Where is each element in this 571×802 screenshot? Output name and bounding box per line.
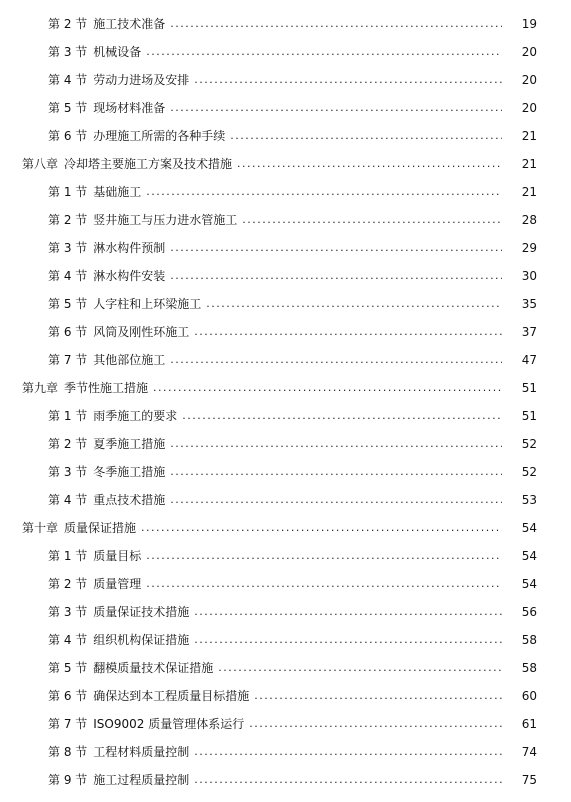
toc-entry-label [48, 269, 167, 283]
toc-entry-label [48, 297, 203, 311]
toc-dot-leader [146, 185, 502, 199]
toc-dot-leader [194, 773, 502, 787]
toc-page-number: 51 [521, 409, 537, 423]
toc-entry-label [22, 381, 150, 395]
toc-dot-leader [170, 241, 502, 255]
toc-entry-title: 工程材料质量控制 [93, 745, 190, 759]
toc-dot-leader [237, 157, 502, 171]
toc-entry-number: 第 4 节 [48, 73, 88, 87]
toc-page-number: 74 [521, 745, 537, 759]
toc-page-number: 21 [521, 185, 537, 199]
toc-page-number: 51 [521, 381, 537, 395]
toc-entry-title: 翻模质量技术保证措施 [93, 661, 214, 675]
toc-dot-leader [249, 717, 502, 731]
toc-section-entry[interactable] [0, 710, 571, 738]
toc-entry-title: 淋水构件预制 [93, 241, 166, 255]
toc-entry-title: 质量管理 [93, 577, 142, 591]
table-of-contents [0, 10, 571, 794]
toc-page-number: 21 [521, 129, 537, 143]
toc-entry-label [48, 353, 167, 367]
toc-section-entry[interactable] [0, 570, 571, 598]
toc-entry-label [48, 17, 167, 31]
toc-entry-label [48, 689, 251, 703]
toc-entry-number: 第 7 节 [48, 717, 88, 731]
toc-page-number: 52 [521, 465, 537, 479]
toc-entry-title: 施工技术准备 [93, 17, 166, 31]
toc-dot-leader [170, 101, 502, 115]
toc-entry-number: 第 5 节 [48, 661, 88, 675]
toc-entry-title: 质量保证措施 [64, 521, 137, 535]
toc-section-entry[interactable] [0, 766, 571, 794]
toc-dot-leader [170, 465, 502, 479]
toc-entry-number: 第 6 节 [48, 325, 88, 339]
toc-dot-leader [170, 17, 502, 31]
toc-entry-title: 办理施工所需的各种手续 [93, 129, 226, 143]
toc-page-number: 54 [521, 521, 537, 535]
toc-section-entry[interactable] [0, 542, 571, 570]
toc-entry-label [48, 241, 167, 255]
toc-entry-title: 雨季施工的要求 [93, 409, 178, 423]
toc-page-number: 37 [521, 325, 537, 339]
toc-page-number: 28 [521, 213, 537, 227]
toc-entry-label [48, 73, 191, 87]
toc-entry-number: 第 2 节 [48, 437, 88, 451]
toc-section-entry[interactable] [0, 458, 571, 486]
toc-entry-label [48, 437, 167, 451]
toc-dot-leader [146, 577, 502, 591]
toc-page-number: 20 [521, 101, 537, 115]
toc-entry-title: ISO9002 质量管理体系运行 [93, 717, 245, 731]
toc-section-entry[interactable] [0, 38, 571, 66]
toc-section-entry[interactable] [0, 654, 571, 682]
toc-entry-number: 第 5 节 [48, 101, 88, 115]
toc-page-number: 58 [521, 633, 537, 647]
toc-page-number: 19 [521, 17, 537, 31]
toc-page-number: 60 [521, 689, 537, 703]
toc-entry-label [22, 157, 234, 171]
toc-page-number: 56 [521, 605, 537, 619]
toc-entry-title: 基础施工 [93, 185, 142, 199]
toc-entry-label [48, 661, 215, 675]
toc-entry-title: 季节性施工措施 [64, 381, 149, 395]
toc-page-number: 30 [521, 269, 537, 283]
toc-section-entry[interactable] [0, 682, 571, 710]
toc-entry-number: 第 3 节 [48, 605, 88, 619]
toc-entry-number: 第 2 节 [48, 577, 88, 591]
toc-section-entry[interactable] [0, 10, 571, 38]
toc-dot-leader [194, 745, 502, 759]
toc-page-number: 20 [521, 45, 537, 59]
toc-entry-number: 第 6 节 [48, 129, 88, 143]
toc-section-entry[interactable] [0, 66, 571, 94]
toc-section-entry[interactable] [0, 122, 571, 150]
toc-entry-number: 第 8 节 [48, 745, 88, 759]
toc-page-number: 29 [521, 241, 537, 255]
toc-entry-number: 第 4 节 [48, 269, 88, 283]
toc-page-number: 58 [521, 661, 537, 675]
toc-section-entry[interactable] [0, 234, 571, 262]
toc-section-entry[interactable] [0, 626, 571, 654]
toc-entry-title: 风筒及刚性环施工 [93, 325, 190, 339]
toc-chapter-entry[interactable] [0, 514, 571, 542]
toc-section-entry[interactable] [0, 290, 571, 318]
toc-entry-number: 第 9 节 [48, 773, 88, 787]
toc-entry-label [48, 745, 191, 759]
toc-entry-title: 夏季施工措施 [93, 437, 166, 451]
toc-page-number: 52 [521, 437, 537, 451]
toc-entry-number: 第 3 节 [48, 465, 88, 479]
toc-entry-label [22, 521, 138, 535]
toc-page-number: 54 [521, 549, 537, 563]
toc-entry-title: 重点技术措施 [93, 493, 166, 507]
toc-entry-number: 第九章 [22, 381, 59, 395]
toc-section-entry[interactable] [0, 94, 571, 122]
toc-entry-title: 施工过程质量控制 [93, 773, 190, 787]
toc-dot-leader [194, 73, 502, 87]
toc-entry-label [48, 409, 179, 423]
toc-section-entry[interactable] [0, 430, 571, 458]
toc-entry-title: 确保达到本工程质量目标措施 [93, 689, 250, 703]
toc-page-number: 53 [521, 493, 537, 507]
toc-page-number: 21 [521, 157, 537, 171]
toc-entry-title: 现场材料准备 [93, 101, 166, 115]
toc-dot-leader [141, 521, 502, 535]
toc-entry-label [48, 213, 239, 227]
toc-dot-leader [170, 437, 502, 451]
toc-dot-leader [146, 45, 502, 59]
toc-entry-label [48, 325, 191, 339]
toc-entry-title: 其他部位施工 [93, 353, 166, 367]
toc-dot-leader [146, 549, 502, 563]
toc-entry-title: 冷却塔主要施工方案及技术措施 [64, 157, 233, 171]
toc-entry-number: 第 3 节 [48, 45, 88, 59]
toc-entry-label [48, 493, 167, 507]
toc-section-entry[interactable] [0, 346, 571, 374]
toc-entry-title: 劳动力进场及安排 [93, 73, 190, 87]
toc-entry-number: 第八章 [22, 157, 59, 171]
toc-entry-label [48, 633, 191, 647]
toc-entry-number: 第 4 节 [48, 633, 88, 647]
toc-section-entry[interactable] [0, 318, 571, 346]
toc-chapter-entry[interactable] [0, 150, 571, 178]
toc-page-number: 75 [521, 773, 537, 787]
toc-dot-leader [194, 325, 502, 339]
toc-page-number: 54 [521, 577, 537, 591]
toc-dot-leader [218, 661, 502, 675]
toc-entry-number: 第 2 节 [48, 17, 88, 31]
toc-entry-number: 第 2 节 [48, 213, 88, 227]
toc-entry-label [48, 101, 167, 115]
toc-dot-leader [170, 269, 502, 283]
toc-section-entry[interactable] [0, 402, 571, 430]
toc-entry-title: 人字柱和上环梁施工 [93, 297, 202, 311]
toc-chapter-entry[interactable] [0, 374, 571, 402]
toc-entry-number: 第 1 节 [48, 185, 88, 199]
toc-entry-title: 质量目标 [93, 549, 142, 563]
toc-dot-leader [230, 129, 502, 143]
toc-entry-title: 质量保证技术措施 [93, 605, 190, 619]
toc-entry-label [48, 773, 191, 787]
toc-entry-number: 第 7 节 [48, 353, 88, 367]
toc-dot-leader [206, 297, 502, 311]
toc-entry-number: 第 3 节 [48, 241, 88, 255]
toc-entry-number: 第 1 节 [48, 409, 88, 423]
toc-entry-label [48, 549, 143, 563]
toc-dot-leader [194, 633, 502, 647]
toc-entry-label [48, 717, 246, 731]
toc-entry-title: 冬季施工措施 [93, 465, 166, 479]
toc-entry-label [48, 185, 143, 199]
toc-entry-number: 第 4 节 [48, 493, 88, 507]
toc-entry-label [48, 605, 191, 619]
toc-entry-title: 机械设备 [93, 45, 142, 59]
toc-entry-number: 第 6 节 [48, 689, 88, 703]
toc-section-entry[interactable] [0, 206, 571, 234]
toc-entry-label [48, 577, 143, 591]
toc-dot-leader [170, 493, 502, 507]
toc-dot-leader [153, 381, 502, 395]
toc-entry-label [48, 129, 227, 143]
toc-section-entry[interactable] [0, 262, 571, 290]
toc-page-number: 35 [521, 297, 537, 311]
toc-entry-title: 组织机构保证措施 [93, 633, 190, 647]
toc-entry-label [48, 45, 143, 59]
toc-entry-number: 第十章 [22, 521, 59, 535]
toc-section-entry[interactable] [0, 598, 571, 626]
toc-dot-leader [254, 689, 502, 703]
toc-dot-leader [170, 353, 502, 367]
toc-entry-number: 第 5 节 [48, 297, 88, 311]
toc-dot-leader [182, 409, 502, 423]
toc-entry-number: 第 1 节 [48, 549, 88, 563]
toc-page-number: 61 [521, 717, 537, 731]
toc-section-entry[interactable] [0, 178, 571, 206]
toc-section-entry[interactable] [0, 738, 571, 766]
toc-entry-label [48, 465, 167, 479]
toc-page-number: 20 [521, 73, 537, 87]
toc-page-number: 47 [521, 353, 537, 367]
toc-dot-leader [242, 213, 502, 227]
toc-entry-title: 竖井施工与压力进水管施工 [93, 213, 238, 227]
toc-section-entry[interactable] [0, 486, 571, 514]
toc-dot-leader [194, 605, 502, 619]
toc-entry-title: 淋水构件安装 [93, 269, 166, 283]
